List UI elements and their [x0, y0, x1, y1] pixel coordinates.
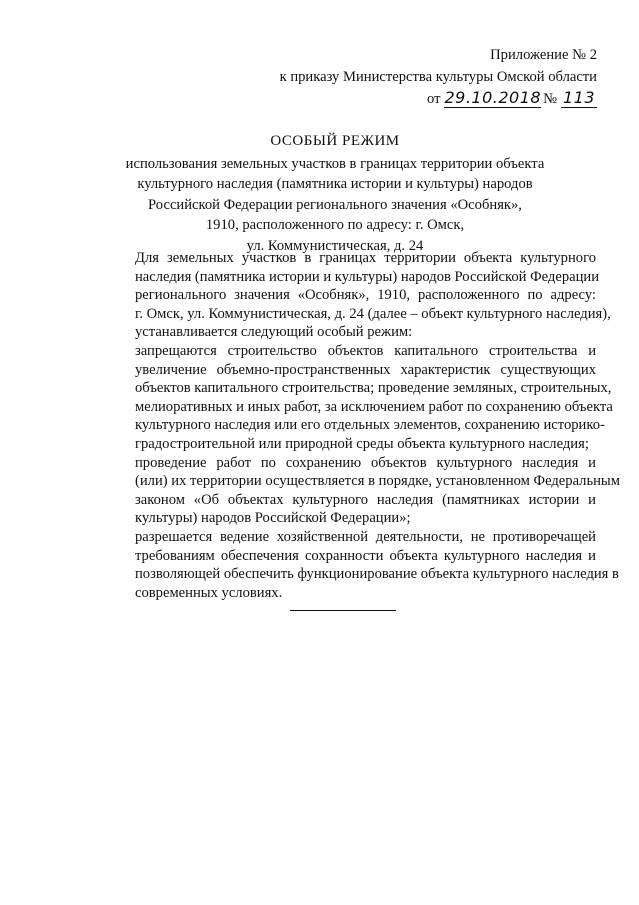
- text-line: (или) их территории осуществляется в порядке, установленном Федеральным: [135, 473, 620, 490]
- date-prefix: от: [426, 91, 441, 107]
- text-line: увеличение объемно-пространственных характеристик существующих: [135, 361, 596, 378]
- handwritten-order-number: 113: [562, 88, 596, 107]
- text-line: г. Омск, ул. Коммунистическая, д. 24 (далее – объект культурного наследия),: [135, 305, 611, 322]
- text-line: регионального значения «Особняк», 1910, расположенного по адресу:: [135, 287, 596, 304]
- paragraph-prohibitions: [97, 342, 613, 454]
- paragraph-intro: [97, 249, 611, 342]
- number-label: №: [543, 91, 557, 107]
- title-line: культурного наследия (памятника истории и культуры) народов: [137, 176, 533, 192]
- title-line: использования земельных участков в границах территории объекта: [125, 155, 545, 172]
- appendix-order-reference: к приказу Министерства культуры Омской области: [279, 69, 597, 85]
- text-line: законом «Об объектах культурного наследия (памятниках истории и: [135, 491, 596, 508]
- document-body: [97, 249, 620, 602]
- text-line: градостроительной или природной среды объекта культурного наследия;: [135, 435, 589, 452]
- title-line: 1910, расположенного по адресу: г. Омск,: [205, 217, 465, 233]
- text-line: запрещаются строительство объектов капитального строительства и: [135, 342, 596, 359]
- handwritten-date: 29.10.2018: [444, 88, 542, 107]
- text-line: мелиоративных и иных работ, за исключением работ по сохранению объекта: [135, 398, 613, 415]
- text-line: современных условиях.: [135, 584, 283, 601]
- document-title: [100, 131, 570, 256]
- text-line: объектов капитального строительства; проведение земляных, строительных,: [135, 380, 612, 397]
- text-line: проведение работ по сохранению объектов культурного наследия и: [135, 454, 596, 471]
- text-line: устанавливается следующий особый режим:: [135, 324, 413, 341]
- text-line: разрешается ведение хозяйственной деятельности, не противоречащей: [135, 528, 596, 545]
- title-line: Российской Федерации регионального значения «Особняк»,: [148, 196, 522, 213]
- text-line: позволяющей обеспечить функционирование объекта культурного наследия в: [135, 566, 619, 583]
- text-line: культурного наследия или его отдельных элементов, сохранению историко-: [135, 417, 605, 434]
- text-line: требованиям обеспечения сохранности объекта культурного наследия и: [135, 547, 596, 564]
- text-line: Для земельных участков в границах территории объекта культурного: [135, 250, 596, 266]
- text-line: наследия (памятника истории и культуры) народов Российской Федерации: [135, 268, 600, 285]
- appendix-header: [280, 44, 597, 110]
- end-divider-line: [290, 610, 396, 611]
- appendix-number: Приложение № 2: [490, 47, 597, 63]
- title-heading: ОСОБЫЙ РЕЖИМ: [270, 133, 400, 149]
- paragraph-preservation-works: [97, 454, 620, 528]
- appendix-date-line: [280, 88, 597, 110]
- paragraph-permitted-activity: [97, 528, 619, 602]
- title-line: ул. Коммунистическая, д. 24: [246, 237, 424, 254]
- text-line: культуры) народов Российской Федерации»;: [135, 510, 411, 527]
